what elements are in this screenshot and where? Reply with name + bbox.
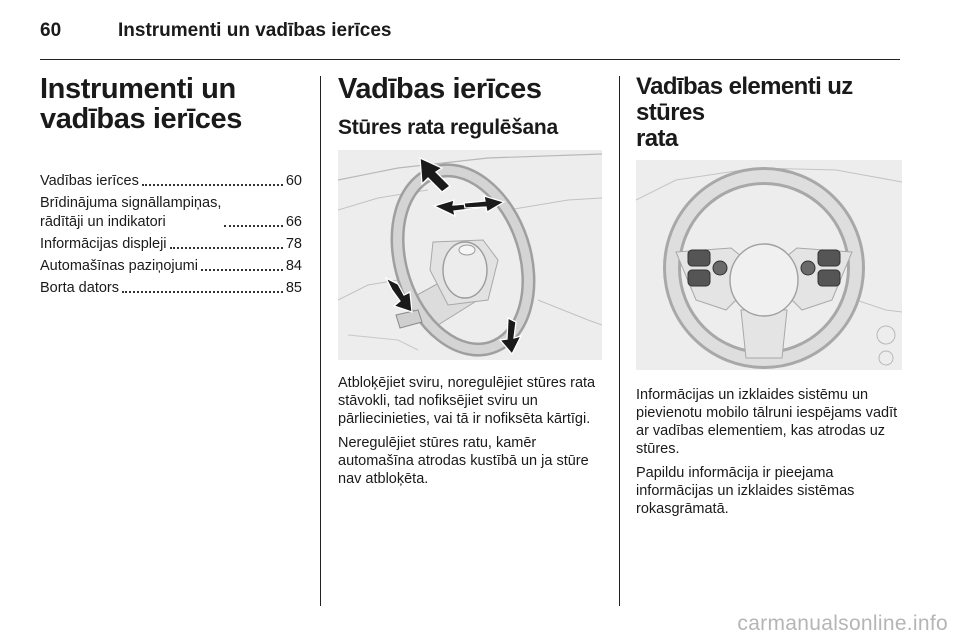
toc-entry-title: Automašīnas paziņojumi xyxy=(40,258,198,274)
toc-entry-page: 84 xyxy=(285,258,302,274)
toc-entry-page: 85 xyxy=(285,280,302,296)
body-paragraph: Atbloķējiet sviru, noregulējiet stūres rata stāvokli, tad nofiksējiet sviru un pārliecinieties, vai tā ir nofiksēta kārtīgi. xyxy=(338,375,596,427)
toc-leader-dots xyxy=(201,269,283,271)
toc-entry-title: Borta dators xyxy=(40,280,119,296)
page-header xyxy=(40,20,900,60)
table-of-contents xyxy=(40,172,302,298)
steering-adjust-figure xyxy=(338,150,602,360)
toc-entry-page: 60 xyxy=(285,173,302,189)
toc-entry[interactable] xyxy=(40,172,302,191)
header-rule xyxy=(40,59,900,60)
toc-entry-title: Brīdinājuma signāllampiņas, rādītāji un indikatori xyxy=(40,195,222,230)
column-divider-2 xyxy=(619,76,620,606)
steering-controls-figure xyxy=(636,160,902,370)
toc-entry[interactable] xyxy=(40,235,302,254)
body-paragraph: Papildu informācija ir pieejama informācijas un izklaides sistēmas rokasgrāmatā. xyxy=(636,465,855,517)
chapter-title: Instrumenti un vadības ierīces xyxy=(40,73,242,135)
toc-entry-page: 66 xyxy=(285,214,302,230)
toc-leader-dots xyxy=(142,184,283,186)
section-title: Vadības elementi uz stūres rata xyxy=(636,73,853,152)
watermark: carmanualsonline.info xyxy=(737,612,948,635)
subsection-title: Stūres rata regulēšana xyxy=(338,116,558,139)
toc-leader-dots xyxy=(122,291,283,293)
column-divider-1 xyxy=(320,76,321,606)
toc-leader-dots xyxy=(224,225,283,227)
column-steering-controls xyxy=(636,74,902,524)
toc-entry[interactable] xyxy=(40,257,302,276)
running-title: Instrumenti un vadības ierīces xyxy=(118,20,392,41)
column-steering-adjust xyxy=(338,74,602,494)
section-title: Vadības ierīces xyxy=(338,73,542,105)
toc-leader-dots xyxy=(170,247,283,249)
toc-entry-title: Informācijas displeji xyxy=(40,236,167,252)
body-paragraph: Informācijas un izklaides sistēmu un pievienotu mobilo tālruni iespējams vadīt ar vadības elementiem, kas atrodas uz stūres. xyxy=(636,387,898,457)
toc-entry-title: Vadības ierīces xyxy=(40,173,139,189)
page-number: 60 xyxy=(40,20,62,41)
column-chapter-toc xyxy=(40,74,302,301)
steering-controls-illustration xyxy=(636,160,902,370)
toc-entry[interactable] xyxy=(40,194,302,232)
body-paragraph: Neregulējiet stūres ratu, kamēr automašīna atrodas kustībā un ja stūre nav atbloķēta. xyxy=(338,435,589,487)
toc-entry-page: 78 xyxy=(285,236,302,252)
steering-adjust-illustration xyxy=(338,150,602,360)
toc-entry[interactable] xyxy=(40,279,302,298)
